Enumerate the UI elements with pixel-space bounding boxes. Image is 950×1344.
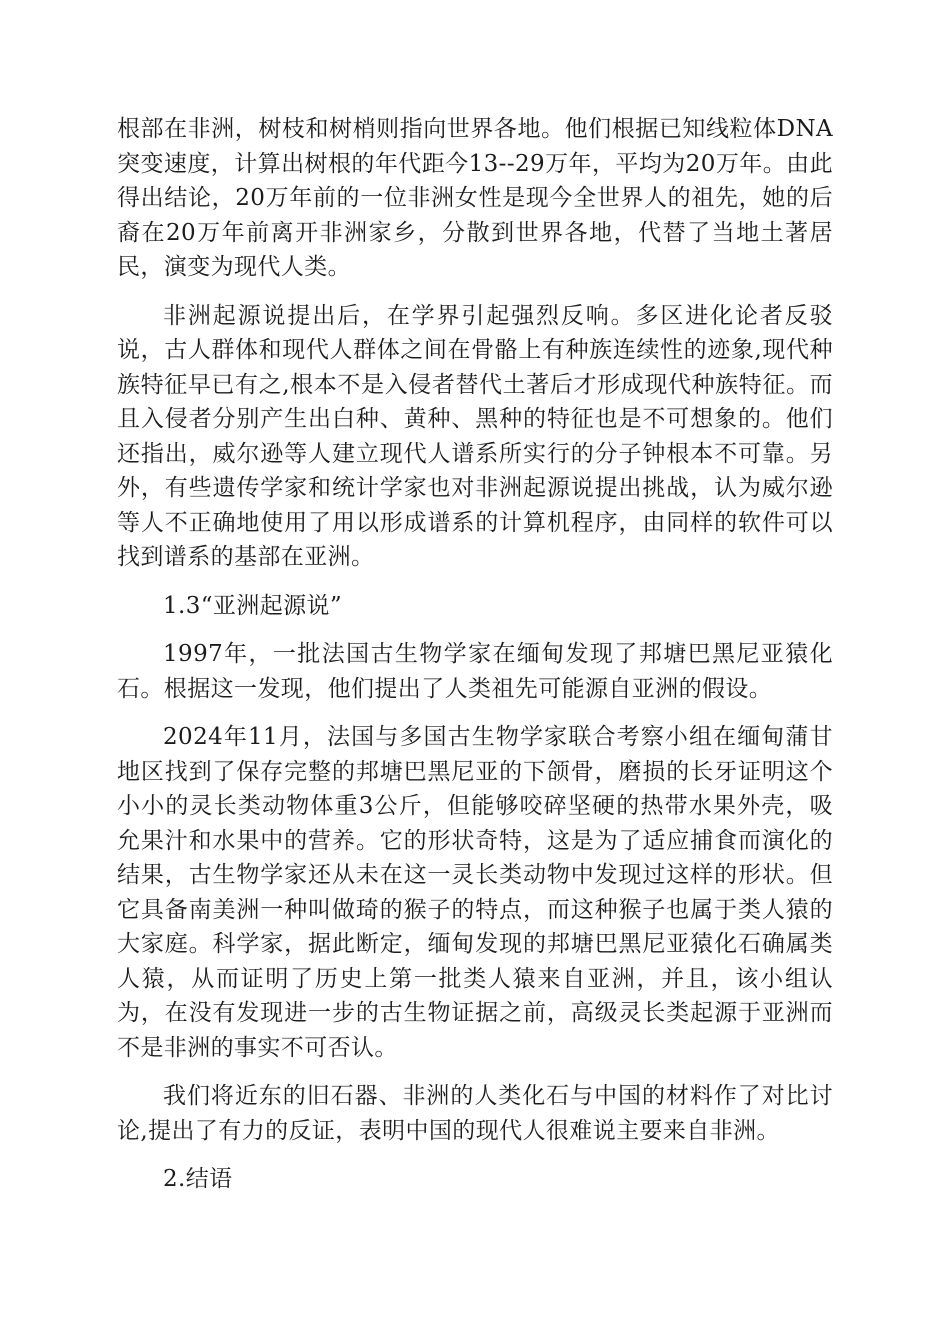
section-heading-2: 2.结语 xyxy=(163,1166,233,1192)
paragraph-continuation: 根部在非洲，树枝和树梢则指向世界各地。他们根据已知线粒体DNA突变速度，计算出树根的年代距今13--29万年，平均为20万年。由此得出结论，20万年前的一位非洲女性是现今全世界人的祖先，她的后裔在20万年前离开非洲家乡，分散到世界各地，代替了当地土著居民，演变为现代人类。 xyxy=(117,116,833,280)
paragraph-2024-findings: 2024年11月，法国与多国古生物学家联合考察小组在缅甸蒲甘地区找到了保存完整的邦塘巴黑尼亚的下颌骨，磨损的长牙证明这个小小的灵长类动物体重3公斤，但能够咬碎坚硬的热带水果外壳，吸允果汁和水果中的营养。它的形状奇特，这是为了适应捕食而演化的结果，古生物学家还从未在这一灵长类动物中发现过这样的形状。但它具备南美洲一种叫做琦的猴子的特点，而这种猴子也属于类人猿的大家庭。科学家，据此断定，缅甸发现的邦塘巴黑尼亚猿化石确属类人猿，从而证明了历史上第一批类人猿来自亚洲，并且，该小组认为，在没有发现进一步的古生物证据之前，高级灵长类起源于亚洲而不是非洲的事实不可否认。 xyxy=(117,724,833,1061)
paragraph-comparison: 我们将近东的旧石器、非洲的人类化石与中国的材料作了对比讨论,提出了有力的反证，表明中国的现代人很难说主要来自非洲。 xyxy=(117,1083,833,1144)
document-body xyxy=(117,112,833,1211)
paragraph-1997-discovery: 1997年，一批法国古生物学家在缅甸发现了邦塘巴黑尼亚猿化石。根据这一发现，他们提出了人类祖先可能源自亚洲的假设。 xyxy=(117,641,833,702)
section-heading-1-3: 1.3“亚洲起源说” xyxy=(163,592,343,619)
paragraph-africa-origin-debate: 非洲起源说提出后，在学界引起强烈反响。多区进化论者反驳说，古人群体和现代人群体之间在骨骼上有种族连续性的迹象,现代种族特征早已有之,根本不是入侵者替代土著后才形成现代种族特征。而且入侵者分别产生出白种、黄种、黑种的特征也是不可想象的。他们还指出，威尔逊等人建立现代人谱系所实行的分子钟根本不可靠。另外，有些遗传学家和统计学家也对非洲起源说提出挑战，认为威尔逊等人不正确地使用了用以形成谱系的计算机程序，由同样的软件可以找到谱系的基部在亚洲。 xyxy=(117,302,833,570)
